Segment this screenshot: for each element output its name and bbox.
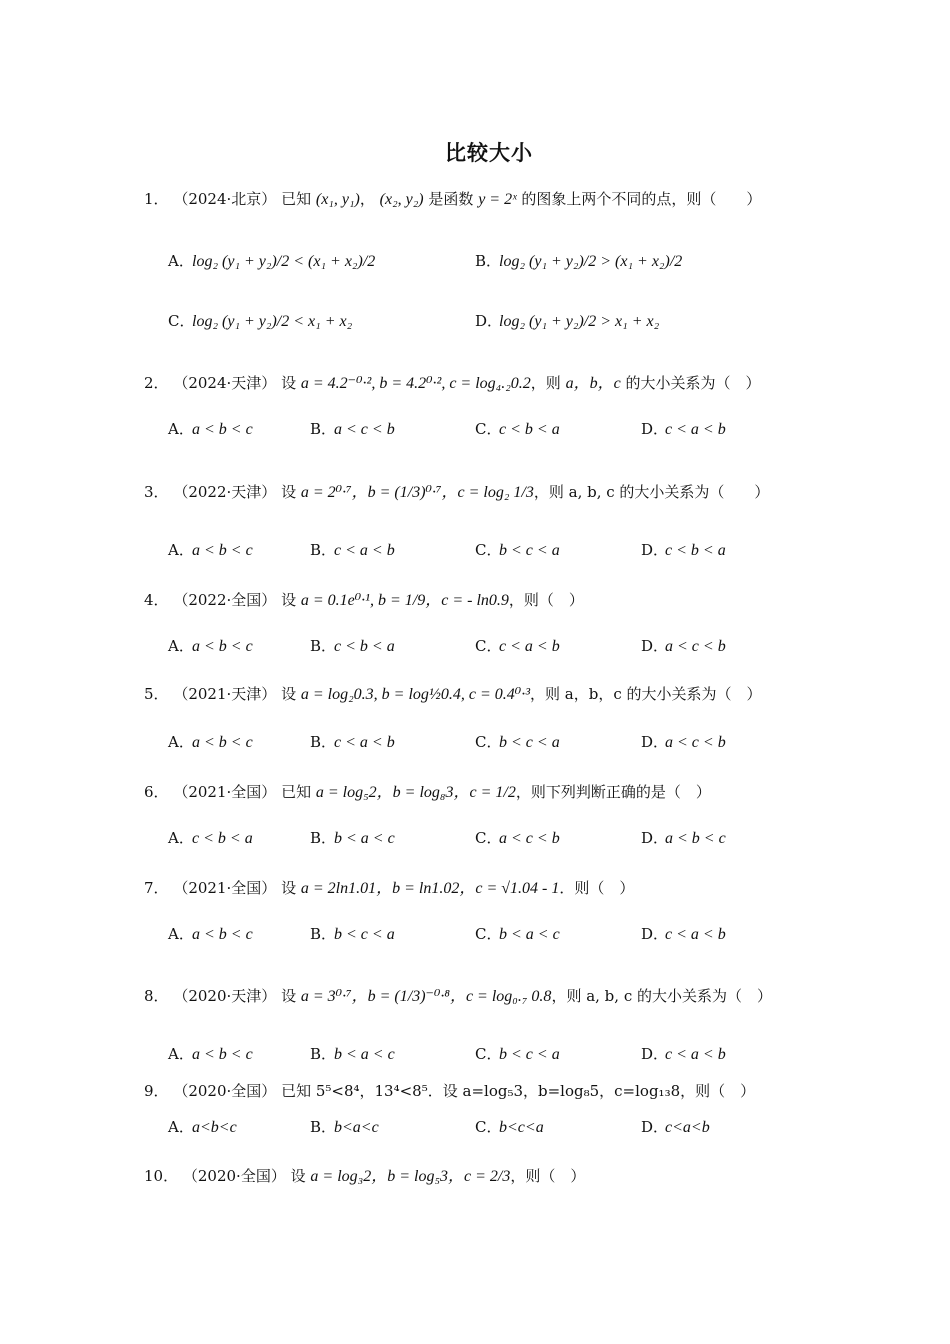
stem-text: ，则 a, b, c 的大小关系为（ ）: [551, 987, 772, 1005]
option-a[interactable]: [168, 250, 375, 271]
option-text: b < c < a: [499, 1046, 560, 1063]
option-text: log₂ (y₁ + y₂)/2 < (x₁ + x₂)/2: [192, 253, 376, 270]
option-text: b < c < a: [334, 926, 395, 943]
question-source: （2021·全国）: [173, 879, 277, 897]
question-number: 2．: [144, 374, 169, 392]
option-text: b < c < a: [499, 542, 560, 559]
option-letter: C．: [475, 1118, 502, 1136]
option-text: b < a < c: [499, 926, 560, 943]
option-letter: D．: [641, 1045, 669, 1063]
stem-text: 已知: [281, 190, 312, 208]
option-d[interactable]: [641, 1116, 710, 1137]
question-9-stem: [144, 1080, 755, 1101]
question-source: （2022·全国）: [173, 591, 277, 609]
option-d[interactable]: [641, 635, 726, 656]
option-text: log₂ (y₁ + y₂)/2 < x₁ + x₂: [192, 313, 353, 330]
option-letter: D．: [641, 829, 669, 847]
option-letter: B．: [310, 925, 337, 943]
stem-text: 的图象上两个不同的点，则（ ）: [521, 190, 762, 208]
option-letter: C．: [475, 925, 502, 943]
question-source: （2024·北京）: [173, 190, 277, 208]
option-letter: B．: [310, 541, 337, 559]
option-letter: A．: [168, 733, 194, 751]
question-number: 10．: [144, 1167, 179, 1185]
option-d[interactable]: [641, 827, 726, 848]
option-letter: B．: [310, 1118, 337, 1136]
option-text: c < b < a: [334, 638, 395, 655]
option-letter: A．: [168, 1118, 194, 1136]
option-text: a<b<c: [192, 1119, 237, 1136]
option-c[interactable]: [475, 1043, 560, 1064]
option-d[interactable]: [641, 1043, 726, 1064]
option-text: c < a < b: [665, 421, 726, 438]
question-3-stem: [144, 479, 769, 502]
stem-text: ，则（ ）: [510, 1167, 586, 1185]
option-a[interactable]: [168, 539, 253, 560]
option-text: a < b < c: [665, 830, 726, 847]
question-source: （2021·全国）: [173, 783, 277, 801]
question-4-stem: [144, 587, 584, 610]
option-letter: D．: [641, 637, 669, 655]
stem-text: 设: [281, 987, 297, 1005]
question-6-stem: [144, 779, 711, 802]
option-text: c < b < a: [499, 421, 560, 438]
option-text: a < b < c: [192, 734, 253, 751]
question-source: （2020·全国）: [182, 1167, 286, 1185]
question-1-stem: [144, 188, 761, 209]
option-text: a < b < c: [192, 1046, 253, 1063]
option-text: b < a < c: [334, 830, 395, 847]
question-source: （2021·天津）: [173, 685, 277, 703]
option-text: c < a < b: [499, 638, 560, 655]
option-text: b<a<c: [334, 1119, 379, 1136]
stem-text: 设: [281, 483, 297, 501]
option-letter: D．: [475, 312, 503, 330]
stem-text: ，则: [530, 374, 561, 392]
question-number: 7．: [144, 879, 169, 897]
option-letter: B．: [310, 829, 337, 847]
option-letter: A．: [168, 829, 194, 847]
question-number: 6．: [144, 783, 169, 801]
math-expression: a = 2ln1.01，b = ln1.02，c = √1.04 - 1: [300, 880, 560, 897]
option-letter: D．: [641, 925, 669, 943]
option-letter: C．: [475, 1045, 502, 1063]
option-letter: C．: [475, 637, 502, 655]
option-c[interactable]: [475, 731, 560, 752]
option-b[interactable]: [310, 418, 395, 439]
option-a[interactable]: [168, 827, 253, 848]
option-a[interactable]: [168, 635, 253, 656]
option-text: a < b < c: [192, 638, 253, 655]
option-text: a < c < b: [334, 421, 395, 438]
option-d[interactable]: [475, 310, 659, 331]
option-letter: A．: [168, 637, 194, 655]
question-number: 3．: [144, 483, 169, 501]
option-text: log₂ (y₁ + y₂)/2 > x₁ + x₂: [499, 313, 660, 330]
option-letter: C．: [475, 420, 502, 438]
option-d[interactable]: [641, 731, 726, 752]
option-c[interactable]: [475, 418, 560, 439]
option-b[interactable]: [475, 250, 682, 271]
question-number: 8．: [144, 987, 169, 1005]
option-text: a < b < c: [192, 926, 253, 943]
stem-text: ，则 a，b，c 的大小关系为（ ）: [530, 685, 762, 703]
stem-text: ．则（ ）: [559, 879, 635, 897]
stem-text: 已知 5⁵<8⁴，13⁴<8⁵．设 a=log₅3，b=log₈5，c=log₁₃8，则（ ）: [281, 1082, 756, 1100]
option-a[interactable]: [168, 923, 253, 944]
question-5-stem: [144, 683, 762, 704]
stem-text: 设: [290, 1167, 306, 1185]
option-a[interactable]: [168, 731, 253, 752]
option-letter: C．: [475, 541, 502, 559]
option-letter: B．: [310, 637, 337, 655]
option-c[interactable]: [475, 923, 560, 944]
option-letter: A．: [168, 252, 194, 270]
question-source: （2020·全国）: [173, 1082, 277, 1100]
math-expression: a = 2⁰·⁷，b = (1/3)⁰·⁷，c = log₂ 1/3: [300, 484, 534, 501]
option-d[interactable]: [641, 418, 726, 439]
option-text: c < b < a: [192, 830, 253, 847]
stem-text: ，则 a, b, c 的大小关系为（ ）: [533, 483, 770, 501]
stem-text: 是函数: [428, 190, 474, 208]
question-number: 9．: [144, 1082, 169, 1100]
math-expression: a = log₃2，b = log₅3，c = 2/3: [310, 1168, 511, 1185]
option-letter: B．: [310, 1045, 337, 1063]
option-text: a < b < c: [192, 542, 253, 559]
option-b[interactable]: [310, 1043, 395, 1064]
option-d[interactable]: [641, 539, 726, 560]
math-expression: (x₁, y₁): [315, 191, 360, 208]
stem-text: 设: [281, 879, 297, 897]
math-expression: y = 2ˣ: [478, 191, 517, 208]
option-letter: A．: [168, 1045, 194, 1063]
option-text: b < c < a: [499, 734, 560, 751]
option-b[interactable]: [310, 827, 395, 848]
option-text: c < a < b: [334, 734, 395, 751]
option-b[interactable]: [310, 1116, 379, 1137]
question-number: 5．: [144, 685, 169, 703]
option-b[interactable]: [310, 539, 395, 560]
option-text: a < c < b: [665, 638, 726, 655]
option-letter: C．: [475, 733, 502, 751]
stem-text: 已知: [281, 783, 312, 801]
question-2-stem: [144, 370, 761, 393]
stem-text: 设: [281, 685, 297, 703]
question-source: （2024·天津）: [173, 374, 277, 392]
page-title: 比较大小: [445, 140, 533, 165]
stem-text: ，则下列判断正确的是（ ）: [515, 783, 711, 801]
question-number: 4．: [144, 591, 169, 609]
question-10-stem: [144, 1163, 585, 1186]
math-expression: a = log₅2，b = log₈3，c = 1/2: [315, 784, 516, 801]
option-letter: D．: [641, 420, 669, 438]
option-c[interactable]: [475, 827, 560, 848]
math-expression: a，b，c: [565, 375, 621, 392]
stem-text: ，则（ ）: [508, 591, 584, 609]
option-letter: A．: [168, 925, 194, 943]
option-letter: B．: [475, 252, 502, 270]
option-text: c < a < b: [665, 1046, 726, 1063]
option-letter: C．: [475, 829, 502, 847]
option-text: c < a < b: [665, 926, 726, 943]
option-d[interactable]: [641, 923, 726, 944]
option-text: c<a<b: [665, 1119, 710, 1136]
option-letter: D．: [641, 1118, 669, 1136]
option-text: b < a < c: [334, 1046, 395, 1063]
option-letter: C．: [168, 312, 195, 330]
option-a[interactable]: [168, 1116, 237, 1137]
option-letter: B．: [310, 420, 337, 438]
math-expression: (x₂, y₂): [379, 191, 424, 208]
option-c[interactable]: [475, 539, 560, 560]
question-source: （2020·天津）: [173, 987, 277, 1005]
option-text: b<c<a: [499, 1119, 544, 1136]
math-expression: a = log₂0.3, b = log½0.4, c = 0.4⁰·³: [300, 686, 531, 703]
option-text: a < b < c: [192, 421, 253, 438]
option-text: a < c < b: [665, 734, 726, 751]
option-text: log₂ (y₁ + y₂)/2 > (x₁ + x₂)/2: [499, 253, 683, 270]
math-expression: a = 0.1e⁰·¹, b = 1/9，c = - ln0.9: [300, 592, 509, 609]
question-7-stem: [144, 875, 634, 898]
option-text: c < b < a: [665, 542, 726, 559]
math-expression: a = 4.2⁻⁰·², b = 4.2⁰·², c = log₄.₂0.2: [300, 375, 531, 392]
option-letter: A．: [168, 420, 194, 438]
option-text: a < c < b: [499, 830, 560, 847]
option-b[interactable]: [310, 635, 395, 656]
stem-text: 的大小关系为（ ）: [625, 374, 761, 392]
option-c[interactable]: [168, 310, 352, 331]
option-letter: D．: [641, 541, 669, 559]
stem-text: 设: [281, 591, 297, 609]
stem-text: 设: [281, 374, 297, 392]
option-c[interactable]: [475, 1116, 544, 1137]
option-a[interactable]: [168, 1043, 253, 1064]
question-8-stem: [144, 983, 772, 1006]
option-letter: B．: [310, 733, 337, 751]
option-letter: D．: [641, 733, 669, 751]
option-c[interactable]: [475, 635, 560, 656]
option-b[interactable]: [310, 923, 395, 944]
option-b[interactable]: [310, 731, 395, 752]
question-source: （2022·天津）: [173, 483, 277, 501]
stem-text: ，: [359, 190, 375, 208]
question-number: 1．: [144, 190, 169, 208]
option-text: c < a < b: [334, 542, 395, 559]
math-expression: a = 3⁰·⁷，b = (1/3)⁻⁰·⁸，c = log₀.₇ 0.8: [300, 988, 552, 1005]
option-a[interactable]: [168, 418, 253, 439]
option-letter: A．: [168, 541, 194, 559]
